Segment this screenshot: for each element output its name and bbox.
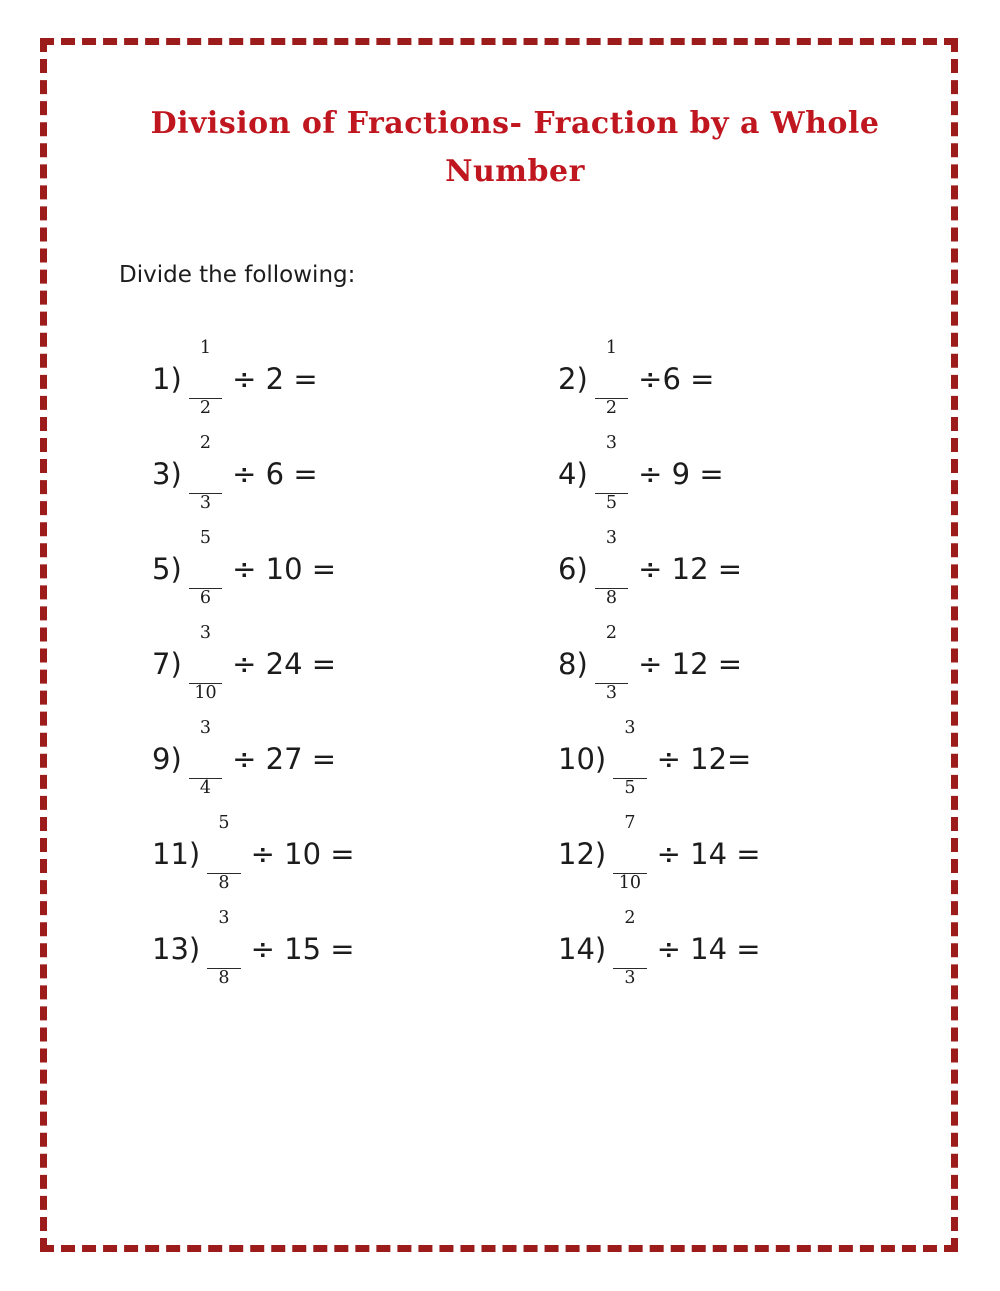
problem-number: 2) bbox=[558, 362, 588, 396]
problem-number: 13) bbox=[152, 932, 201, 966]
problem-item bbox=[558, 718, 911, 799]
fraction-denominator: 8 bbox=[595, 588, 628, 609]
division-expression: ÷ 12= bbox=[656, 742, 752, 776]
division-expression: ÷ 2 = bbox=[232, 362, 318, 396]
fraction-numerator: 1 bbox=[199, 338, 212, 359]
fraction-denominator: 5 bbox=[595, 493, 628, 514]
division-expression: ÷ 12 = bbox=[638, 552, 743, 586]
fraction-numerator: 1 bbox=[605, 338, 618, 359]
problem-item bbox=[558, 908, 911, 989]
page-title-line2: Number bbox=[445, 154, 585, 189]
fraction-denominator: 8 bbox=[207, 968, 240, 989]
division-expression: ÷ 14 = bbox=[656, 932, 761, 966]
problem-number: 3) bbox=[152, 457, 182, 491]
problem-number: 5) bbox=[152, 552, 182, 586]
problem-number: 7) bbox=[152, 647, 182, 681]
fraction-denominator: 2 bbox=[595, 398, 628, 419]
fraction-numerator: 7 bbox=[624, 813, 636, 834]
page-title-line1: Division of Fractions- Fraction by a Whole bbox=[150, 106, 880, 141]
fraction-numerator: 2 bbox=[199, 433, 212, 454]
division-expression: ÷ 14 = bbox=[656, 837, 761, 871]
dashed-border-frame bbox=[40, 38, 958, 1252]
division-expression: ÷6 = bbox=[638, 362, 715, 396]
problem-number: 9) bbox=[152, 742, 182, 776]
fraction-denominator: 8 bbox=[207, 873, 240, 894]
fraction-denominator: 2 bbox=[189, 398, 222, 419]
page-title bbox=[119, 100, 911, 196]
division-expression: ÷ 10 = bbox=[232, 552, 337, 586]
division-expression: ÷ 9 = bbox=[638, 457, 724, 491]
fraction-numerator: 5 bbox=[199, 528, 212, 549]
problems-grid bbox=[119, 338, 911, 989]
fraction-numerator: 3 bbox=[605, 528, 618, 549]
fraction-denominator: 4 bbox=[189, 778, 222, 799]
problem-item bbox=[558, 623, 911, 704]
problem-number: 11) bbox=[152, 837, 201, 871]
fraction-numerator: 3 bbox=[218, 908, 230, 929]
problem-number: 8) bbox=[558, 647, 588, 681]
fraction-numerator: 3 bbox=[199, 718, 212, 739]
problem-number: 10) bbox=[558, 742, 607, 776]
fraction bbox=[613, 870, 646, 1028]
fraction-denominator: 3 bbox=[189, 493, 222, 514]
problem-item bbox=[558, 813, 911, 894]
fraction-numerator: 3 bbox=[624, 718, 636, 739]
fraction bbox=[207, 870, 240, 1028]
fraction-denominator: 10 bbox=[613, 873, 646, 894]
fraction-denominator: 3 bbox=[613, 968, 646, 989]
fraction-denominator: 5 bbox=[613, 778, 646, 799]
fraction-denominator: 6 bbox=[189, 588, 222, 609]
division-expression: ÷ 15 = bbox=[250, 932, 355, 966]
fraction-numerator: 5 bbox=[218, 813, 230, 834]
fraction-denominator: 3 bbox=[595, 683, 628, 704]
problem-number: 12) bbox=[558, 837, 607, 871]
division-expression: ÷ 12 = bbox=[638, 647, 743, 681]
fraction-numerator: 3 bbox=[199, 623, 212, 644]
problem-number: 14) bbox=[558, 932, 607, 966]
problem-number: 4) bbox=[558, 457, 588, 491]
instruction-text: Divide the following: bbox=[119, 262, 356, 288]
division-expression: ÷ 6 = bbox=[232, 457, 318, 491]
fraction-numerator: 2 bbox=[624, 908, 636, 929]
fraction-numerator: 3 bbox=[605, 433, 618, 454]
problem-item bbox=[152, 908, 558, 989]
fraction-denominator: 10 bbox=[189, 683, 222, 704]
division-expression: ÷ 24 = bbox=[232, 647, 337, 681]
problem-number: 1) bbox=[152, 362, 182, 396]
division-expression: ÷ 27 = bbox=[232, 742, 337, 776]
problem-number: 6) bbox=[558, 552, 588, 586]
division-expression: ÷ 10 = bbox=[250, 837, 355, 871]
fraction-numerator: 2 bbox=[605, 623, 618, 644]
